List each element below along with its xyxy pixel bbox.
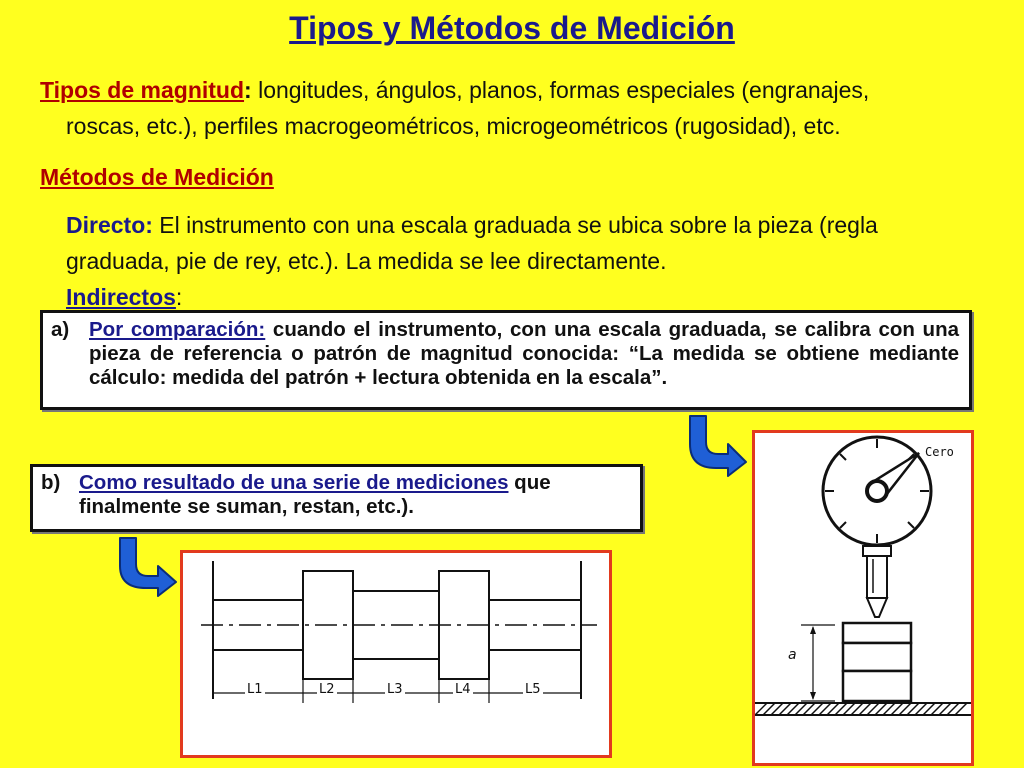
item-b-link: Como resultado de una serie de mediciones bbox=[79, 471, 509, 494]
directo-text-1: El instrumento con una escala graduada se ubica sobre la pieza (regla bbox=[152, 212, 878, 238]
dimension-l1: L1 bbox=[247, 682, 263, 697]
directo-label: Directo: bbox=[66, 212, 153, 238]
tipos-line1 bbox=[40, 72, 980, 108]
arrow-down-right-icon bbox=[686, 414, 750, 478]
dimension-l4: L4 bbox=[455, 682, 471, 697]
dial-gauge-illustration bbox=[755, 433, 971, 763]
item-a-body bbox=[89, 318, 959, 390]
item-b-body bbox=[79, 471, 631, 519]
metodos-heading: Métodos de Medición bbox=[40, 164, 274, 190]
comparison-box bbox=[40, 310, 972, 410]
height-label: a bbox=[788, 647, 797, 663]
dimension-labels bbox=[183, 682, 609, 702]
tipos-colon: : bbox=[244, 77, 252, 103]
stepped-shaft-figure bbox=[180, 550, 612, 758]
directo-line1 bbox=[66, 207, 986, 243]
stepped-shaft-illustration bbox=[183, 553, 609, 755]
tipos-text-1: longitudes, ángulos, planos, formas especiales (engranajes, bbox=[251, 77, 870, 103]
zero-label: Cero bbox=[925, 445, 954, 459]
dimension-l5: L5 bbox=[525, 682, 541, 697]
directo-text-2: graduada, pie de rey, etc.). La medida se lee directamente. bbox=[66, 248, 667, 274]
page-title: Tipos y Métodos de Medición bbox=[289, 10, 735, 46]
item-a-text: cuando el instrumento, con una escala graduada, se calibra con una pieza de referencia o patrón de magnitud conocida: “La medida se obtiene mediante cálculo: medida del patrón + lectura obtenida en la escala”. bbox=[89, 318, 959, 389]
item-b-marker: b) bbox=[41, 471, 61, 494]
dimension-l3: L3 bbox=[387, 682, 403, 697]
dimension-l2: L2 bbox=[319, 682, 335, 697]
item-a-marker: a) bbox=[51, 318, 70, 341]
item-b-text: que finalmente se suman, restan, etc.). bbox=[79, 471, 551, 518]
tipos-label: Tipos de magnitud bbox=[40, 77, 245, 103]
item-a-link: Por comparación: bbox=[89, 318, 266, 341]
indirectos-label: Indirectos bbox=[66, 284, 176, 310]
dial-gauge-figure bbox=[752, 430, 974, 766]
tipos-text-2: roscas, etc.), perfiles macrogeométricos, microgeométricos (rugosidad), etc. bbox=[66, 113, 841, 139]
series-box bbox=[30, 464, 643, 532]
arrow-down-right-icon bbox=[116, 536, 180, 598]
indirectos-colon: : bbox=[175, 284, 183, 310]
